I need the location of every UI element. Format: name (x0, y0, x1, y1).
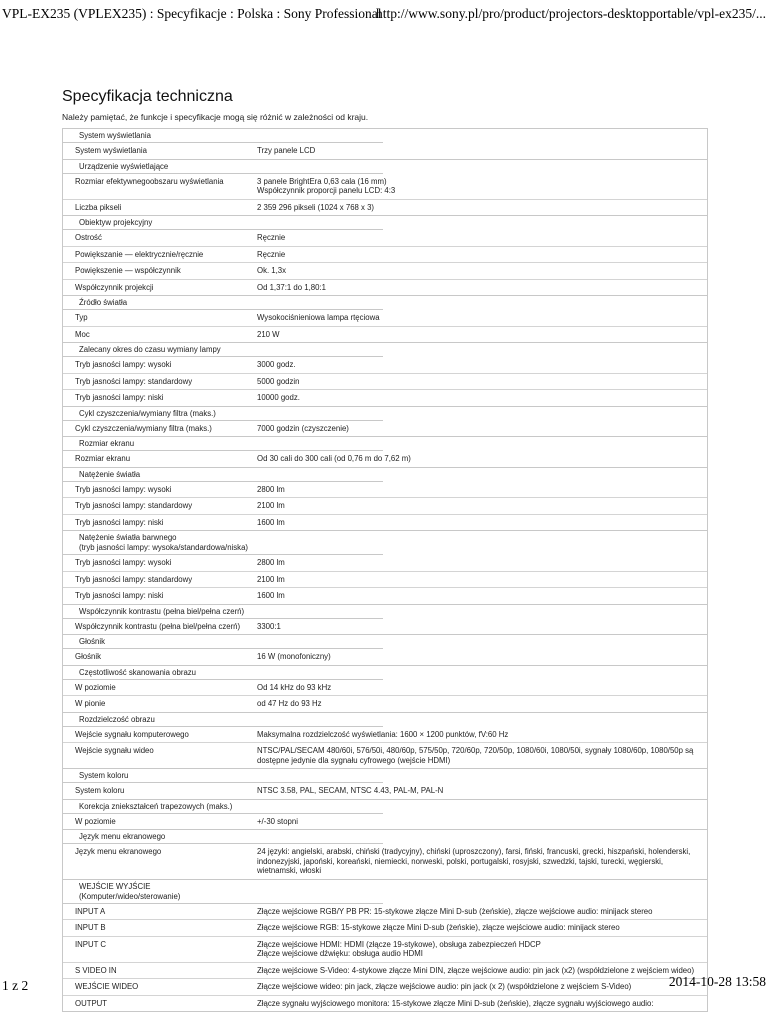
spec-label: Tryb jasności lampy: niski (63, 390, 253, 406)
spec-label: INPUT B (63, 920, 253, 936)
spec-value: Złącze wejściowe S-Video: 4-stykowe złącze Mini DIN, złącze wejściowe audio: pin jack (x2) (współdzielone z wejściem wideo) (253, 963, 707, 979)
spec-label: System koloru (63, 783, 253, 799)
spec-value: 3300:1 (253, 619, 707, 635)
spec-row (63, 920, 707, 937)
section-title: Język menu ekranowego (63, 830, 383, 844)
spec-row (63, 200, 707, 216)
spec-row (63, 357, 707, 374)
print-header-title: VPL-EX235 (VPLEX235) : Specyfikacje : Polska : Sony Professional (2, 6, 381, 22)
section-title: Częstotliwość skanowania obrazu (63, 666, 383, 680)
spec-row (63, 963, 707, 980)
spec-row (63, 649, 707, 665)
spec-row (63, 482, 707, 499)
spec-row (63, 174, 707, 200)
spec-section (62, 800, 708, 831)
section-title: Cykl czyszczenia/wymiany filtra (maks.) (63, 407, 383, 421)
spec-table (62, 128, 708, 1012)
spec-value: Trzy panele LCD (253, 143, 707, 159)
spec-row (63, 696, 707, 712)
spec-label: Wejście sygnału wideo (63, 743, 253, 768)
section-title: Zalecany okres do czasu wymiany lampy (63, 343, 383, 357)
spec-label: Typ (63, 310, 253, 326)
spec-value: 2100 lm (253, 498, 707, 514)
spec-row (63, 844, 707, 879)
spec-value: Ręcznie (253, 247, 707, 263)
spec-label: W poziomie (63, 680, 253, 696)
spec-value: 2800 lm (253, 555, 707, 571)
spec-row (63, 743, 707, 768)
spec-section (62, 531, 708, 605)
spec-row (63, 310, 707, 327)
spec-value: 5000 godzin (253, 374, 707, 390)
spec-label: S VIDEO IN (63, 963, 253, 979)
spec-value: Ręcznie (253, 230, 707, 246)
spec-section (62, 468, 708, 532)
spec-row (63, 498, 707, 515)
section-title: WEJŚCIE WYJŚCIE (Komputer/wideo/sterowanie) (63, 880, 383, 904)
spec-label: Tryb jasności lampy: wysoki (63, 357, 253, 373)
section-title: Urządzenie wyświetlające (63, 160, 383, 174)
spec-row (63, 374, 707, 391)
spec-section (62, 635, 708, 666)
spec-label: Powiększanie — elektrycznie/ręcznie (63, 247, 253, 263)
print-header (0, 6, 768, 26)
spec-label: WEJŚCIE WIDEO (63, 979, 253, 995)
spec-value: 16 W (monofoniczny) (253, 649, 707, 665)
spec-row (63, 619, 707, 635)
section-title: System koloru (63, 769, 383, 783)
spec-value: Od 14 kHz do 93 kHz (253, 680, 707, 696)
spec-section (62, 343, 708, 407)
disclaimer: Należy pamiętać, że funkcje i specyfikacje mogą się różnić w zależności od kraju. (62, 112, 368, 122)
spec-row (63, 572, 707, 589)
spec-row (63, 421, 707, 437)
spec-section (62, 128, 708, 160)
spec-label: Tryb jasności lampy: standardowy (63, 572, 253, 588)
spec-label: Język menu ekranowego (63, 844, 253, 879)
spec-label: Tryb jasności lampy: standardowy (63, 374, 253, 390)
spec-label: Liczba pikseli (63, 200, 253, 216)
spec-value: Złącze wejściowe RGB: 15-stykowe złącze Mini D-sub (żeńskie), złącze wejściowe audio: minijack stereo (253, 920, 707, 936)
spec-row (63, 515, 707, 531)
spec-row (63, 979, 707, 996)
spec-label: Tryb jasności lampy: niski (63, 515, 253, 531)
spec-row (63, 451, 707, 467)
spec-value: 2 359 296 pikseli (1024 x 768 x 3) (253, 200, 707, 216)
spec-value: Maksymalna rozdzielczość wyświetlania: 1600 × 1200 punktów, fV:60 Hz (253, 727, 707, 743)
section-title: System wyświetlania (63, 129, 383, 143)
spec-label: Wejście sygnału komputerowego (63, 727, 253, 743)
spec-section (62, 160, 708, 217)
spec-label: INPUT A (63, 904, 253, 920)
spec-section (62, 830, 708, 880)
spec-label: Rozmiar efektywnegoobszaru wyświetlania (63, 174, 253, 199)
spec-value: Złącze wejściowe wideo: pin jack, złącze wejściowe audio: pin jack (x 2) (współdzielone z wejściem S-Video) (253, 979, 707, 995)
spec-section (62, 296, 708, 343)
spec-value: 1600 lm (253, 588, 707, 604)
spec-value: Ok. 1,3x (253, 263, 707, 279)
spec-label: Tryb jasności lampy: wysoki (63, 482, 253, 498)
spec-row (63, 588, 707, 604)
spec-label: W pionie (63, 696, 253, 712)
section-title: Rozdzielczość obrazu (63, 713, 383, 727)
spec-value: 2800 lm (253, 482, 707, 498)
spec-value: Złącze wejściowe HDMI: HDMI (złącze 19-stykowe), obsługa zabezpieczeń HDCP Złącze wejściowe dźwięku: obsługa audio HDMI (253, 937, 707, 962)
spec-row (63, 263, 707, 280)
spec-value: Złącze wejściowe RGB/Y PB PR: 15-stykowe złącze Mini D-sub (żeńskie), złącze wejściowe audio: minijack stereo (253, 904, 707, 920)
spec-row (63, 327, 707, 343)
page-title: Specyfikacja techniczna (62, 88, 233, 106)
spec-value: 7000 godzin (czyszczenie) (253, 421, 707, 437)
spec-value: Od 30 cali do 300 cali (od 0,76 m do 7,62 m) (253, 451, 707, 467)
spec-label: Rozmiar ekranu (63, 451, 253, 467)
spec-row (63, 280, 707, 296)
spec-value: NTSC 3.58, PAL, SECAM, NTSC 4.43, PAL-M, PAL-N (253, 783, 707, 799)
spec-row (63, 937, 707, 963)
spec-label: Moc (63, 327, 253, 343)
spec-row (63, 247, 707, 264)
spec-value: 210 W (253, 327, 707, 343)
spec-row (63, 230, 707, 247)
spec-row (63, 680, 707, 697)
spec-value: +/-30 stopni (253, 814, 707, 830)
spec-row (63, 143, 707, 159)
spec-row (63, 996, 707, 1012)
spec-label: Tryb jasności lampy: wysoki (63, 555, 253, 571)
spec-label: Głośnik (63, 649, 253, 665)
section-title: Źródło światła (63, 296, 383, 310)
spec-row (63, 783, 707, 799)
print-date: 2014-10-28 13:58 (669, 974, 766, 990)
spec-label: Cykl czyszczenia/wymiany filtra (maks.) (63, 421, 253, 437)
print-header-url: http://www.sony.pl/pro/product/projectors-desktopportable/vpl-ex235/... (376, 6, 766, 22)
spec-value: od 47 Hz do 93 Hz (253, 696, 707, 712)
spec-label: Tryb jasności lampy: standardowy (63, 498, 253, 514)
spec-section (62, 713, 708, 770)
spec-label: W poziomie (63, 814, 253, 830)
spec-value: 3000 godz. (253, 357, 707, 373)
spec-row (63, 904, 707, 921)
spec-row (63, 390, 707, 406)
spec-section (62, 216, 708, 296)
spec-label: System wyświetlania (63, 143, 253, 159)
spec-value: 24 języki: angielski, arabski, chiński (tradycyjny), chiński (uproszczony), farsi, fiński, francuski, grecki, hiszpański, holenderski, indonezyjski, japoński, koreański, niemiecki, norweski, polski, portugalski, rosyjski, szwedzki, tajski, turecki, węgierski, wietnamski, włoski (253, 844, 707, 879)
section-title: Natężenie światła barwnego (tryb jasności lampy: wysoka/standardowa/niska) (63, 531, 383, 555)
section-title: Natężenie światła (63, 468, 383, 482)
spec-row (63, 814, 707, 830)
spec-value: 10000 godz. (253, 390, 707, 406)
spec-section (62, 605, 708, 636)
spec-label: Współczynnik kontrastu (pełna biel/pełna czerń) (63, 619, 253, 635)
spec-label: OUTPUT (63, 996, 253, 1012)
spec-row (63, 555, 707, 572)
page-number: 1 z 2 (2, 978, 28, 994)
section-title: Rozmiar ekranu (63, 437, 383, 451)
spec-label: INPUT C (63, 937, 253, 962)
section-title: Głośnik (63, 635, 383, 649)
section-title: Obiektyw projekcyjny (63, 216, 383, 230)
spec-value: 2100 lm (253, 572, 707, 588)
spec-section (62, 769, 708, 800)
spec-row (63, 727, 707, 744)
spec-section (62, 407, 708, 438)
spec-value: 3 panele BrightEra 0,63 cala (16 mm) Współczynnik proporcji panelu LCD: 4:3 (253, 174, 707, 199)
spec-label: Ostrość (63, 230, 253, 246)
spec-label: Powiększenie — współczynnik (63, 263, 253, 279)
spec-label: Tryb jasności lampy: niski (63, 588, 253, 604)
section-title: Współczynnik kontrastu (pełna biel/pełna czerń) (63, 605, 383, 619)
spec-value: Wysokociśnieniowa lampa rtęciowa (253, 310, 707, 326)
spec-section (62, 437, 708, 468)
spec-value: 1600 lm (253, 515, 707, 531)
spec-section (62, 880, 708, 1012)
spec-value: NTSC/PAL/SECAM 480/60i, 576/50i, 480/60p, 575/50p, 720/60p, 720/50p, 1080/60i, 1080/50i, sygnały 1080/60p, 1080/50p są dostępne jedynie dla sygnału cyfrowego (wejście HDMI) (253, 743, 707, 768)
spec-value: Od 1,37:1 do 1,80:1 (253, 280, 707, 296)
spec-label: Współczynnik projekcji (63, 280, 253, 296)
spec-value: Złącze sygnału wyjściowego monitora: 15-stykowe złącze Mini D-sub (żeńskie), złącze sygnału wyjściowego audio: (253, 996, 707, 1012)
spec-section (62, 666, 708, 713)
section-title: Korekcja zniekształceń trapezowych (maks.) (63, 800, 383, 814)
